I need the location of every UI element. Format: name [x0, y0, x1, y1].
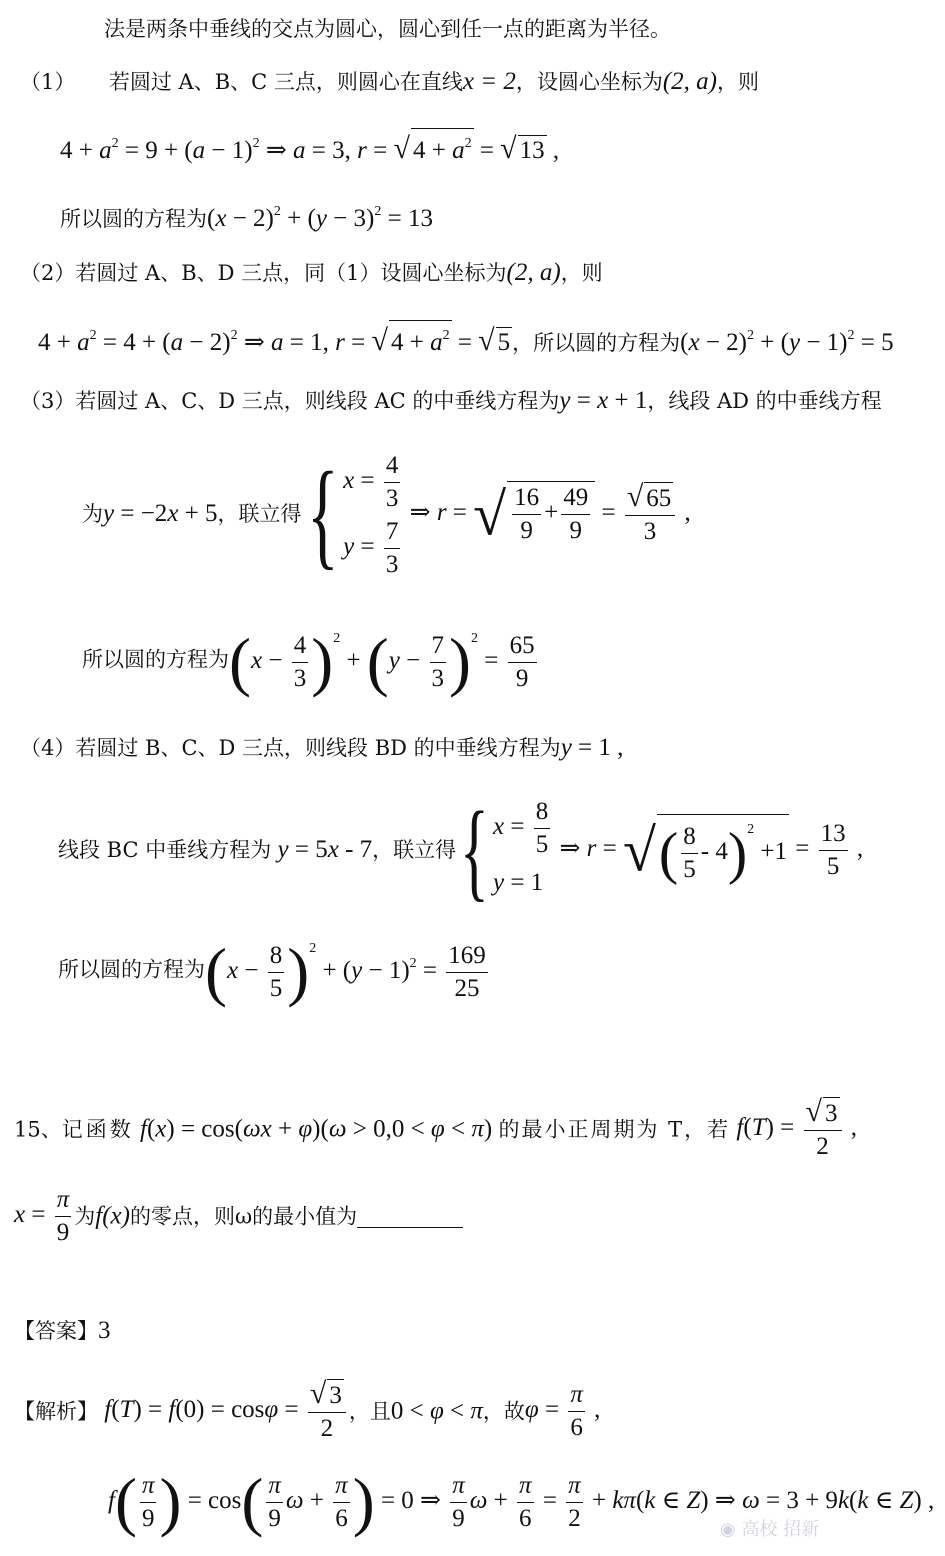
case3-radius: ⇒ r = √ $\frac{16}{9}$ + $\frac{49}{9}$ = $\frac{√ 65}{3}$ ,	[403, 479, 691, 547]
intro-line: 法是两条中垂线的交点为圆心，圆心到任一点的距离为半径。	[104, 17, 671, 41]
case1-calc-formula: $4 + a^2 = 9 + (a - 1)^2$ ⇒ a = 3, r = √ $4 + a^2$ = √ 13 ,	[60, 137, 559, 164]
case2-center: (2, a)	[506, 259, 561, 286]
case3-system-line	[82, 448, 691, 598]
case4-label: （4）	[20, 736, 76, 760]
case2-calc-line	[38, 320, 894, 358]
q15-cond: f(T) = $\frac{√ 3}{2}$ ,	[736, 1095, 858, 1160]
q15-answer-blank	[357, 1205, 463, 1228]
case4-text2: 线段 BC 中垂线方程为	[58, 838, 272, 862]
case1-result-line	[60, 197, 433, 234]
case2-text: 若圆过 A、B、D 三点，同（1）设圆心坐标为	[75, 261, 507, 285]
case4-result-prefix: 所以圆的方程为	[58, 957, 205, 982]
q15-text4: 的零点，则ω的最小值为	[129, 1204, 358, 1229]
q15-number: 15、	[14, 1117, 62, 1142]
case4-radius: ⇒ r = √( $\frac{8}{5}$ - 4)$^2$ +1 = $\frac{13}{5}$ ,	[553, 835, 863, 862]
answer-label: 【答案】	[14, 1319, 98, 1343]
case3-system: x = $\frac{4}{3}$ y = $\frac{7}{3}$	[343, 451, 399, 578]
case3-result-line	[82, 624, 540, 704]
case2-label: （2）	[20, 261, 76, 285]
case1-result-formula: $(x - 2)^2 + (y - 3)^2 = 13$	[207, 204, 433, 232]
case1-center: (2, a)	[662, 68, 718, 95]
answer-line	[14, 1316, 111, 1346]
analysis-step2: f( $\frac{\pi}{9}$ ) = cos( $\frac{\pi}{9}$ ω + $\frac{\pi}{6}$ ) = 0 ⇒ $\frac{\pi}{9}$ ω + $\frac{\pi}{6}$ = $\frac{\pi}{2}$ + kπ(k ∈ Z) ⇒ ω = 3 + 9k(k ∈ Z) ,	[108, 1465, 935, 1539]
watermark-icon: ◉	[720, 1519, 736, 1540]
case4-brace: {	[460, 789, 490, 911]
case1-text2: ，设圆心坐标为	[515, 70, 663, 94]
case4-eq2: y = 5x - 7	[277, 836, 373, 863]
case2-result-prefix: ，所以圆的方程为	[512, 331, 681, 355]
case3-label: （3）	[20, 389, 76, 413]
case1-label: （1）	[20, 70, 76, 94]
case3-text: 若圆过 A、C、D 三点，则线段 AC 的中垂线方程为	[75, 389, 560, 413]
case4-result-line	[58, 934, 491, 1014]
case3-eq1: y = x + 1	[559, 387, 648, 414]
case4-eq1: y = 1 ,	[560, 734, 624, 761]
q15-line2	[14, 1184, 463, 1254]
case1-calc	[60, 128, 559, 166]
case3-eq2: y = −2x + 5	[103, 500, 218, 527]
case3-text4: ，联立得	[217, 502, 302, 526]
answer-value: 3	[98, 1317, 111, 1344]
case2-text2: ，则	[560, 261, 603, 285]
case4-result-formula: (x − $\frac{8}{5}$ )$^2 + (y - 1)^2$ = $\frac{169}{25}$	[205, 935, 486, 1009]
analysis-range: 0 < φ < π	[390, 1397, 483, 1425]
case2-result-formula: $(x - 2)^2 + (y - 1)^2 = 5$	[680, 328, 894, 356]
case4-text3: ，联立得	[372, 838, 457, 862]
case2-heading	[20, 258, 603, 288]
case1-heading	[20, 67, 759, 97]
analysis-label: 【解析】	[14, 1399, 98, 1424]
case3-result-formula: (x − $\frac{4}{3}$ )$^2$ + (y − $\frac{7}{3}$ )$^2$ = $\frac{65}{9}$	[229, 625, 535, 699]
case3-result-prefix: 所以圆的方程为	[82, 647, 229, 672]
q15-text3: 为	[74, 1204, 96, 1229]
case4-heading	[20, 733, 623, 763]
case3-brace: {	[306, 447, 339, 580]
case3-heading	[20, 386, 882, 416]
q15-text2: 的最小正周期为 T，若	[498, 1117, 731, 1142]
case4-system-line	[58, 790, 863, 910]
case4-text: 若圆过 B、C、D 三点，则线段 BD 的中垂线方程为	[75, 736, 561, 760]
q15-fx: f(x)	[95, 1202, 130, 1230]
watermark-text: 高校 招新	[741, 1519, 820, 1540]
analysis-text1: ，且	[348, 1399, 391, 1424]
case4-system: x = $\frac{8}{5}$ y = 1	[492, 797, 549, 896]
case1-line-eq: x = 2	[462, 68, 516, 95]
analysis-text2: ，故	[482, 1399, 525, 1424]
case1-text3: ，则	[717, 70, 760, 94]
q15-func: f(x) = cos(ωx + φ)(ω > 0,0 < φ < π)	[139, 1115, 499, 1143]
case1-result-prefix: 所以圆的方程为	[60, 207, 207, 231]
case1-text: 若圆过 A、B、C 三点，则圆心在直线	[108, 70, 463, 94]
analysis-line1	[14, 1378, 600, 1448]
q15-line1	[14, 1096, 857, 1166]
q15-zero: x = $\frac{\pi}{9}$	[14, 1186, 70, 1246]
analysis-step1: f(T) = f(0) = cosφ = $\frac{√ 3}{2}$	[98, 1396, 349, 1423]
case3-text3: 为	[82, 502, 103, 526]
q15-text: 记函数	[61, 1117, 134, 1142]
watermark	[720, 1505, 945, 1555]
case2-calc-formula: $4 + a^2 = 4 + (a - 2)^2$ ⇒ a = 1, r = √ $4 + a^2$ = √ 5	[38, 329, 512, 356]
analysis-phi: φ = $\frac{\pi}{6}$ ,	[524, 1381, 601, 1441]
case3-text2: ，线段 AD 的中垂线方程	[647, 389, 882, 413]
